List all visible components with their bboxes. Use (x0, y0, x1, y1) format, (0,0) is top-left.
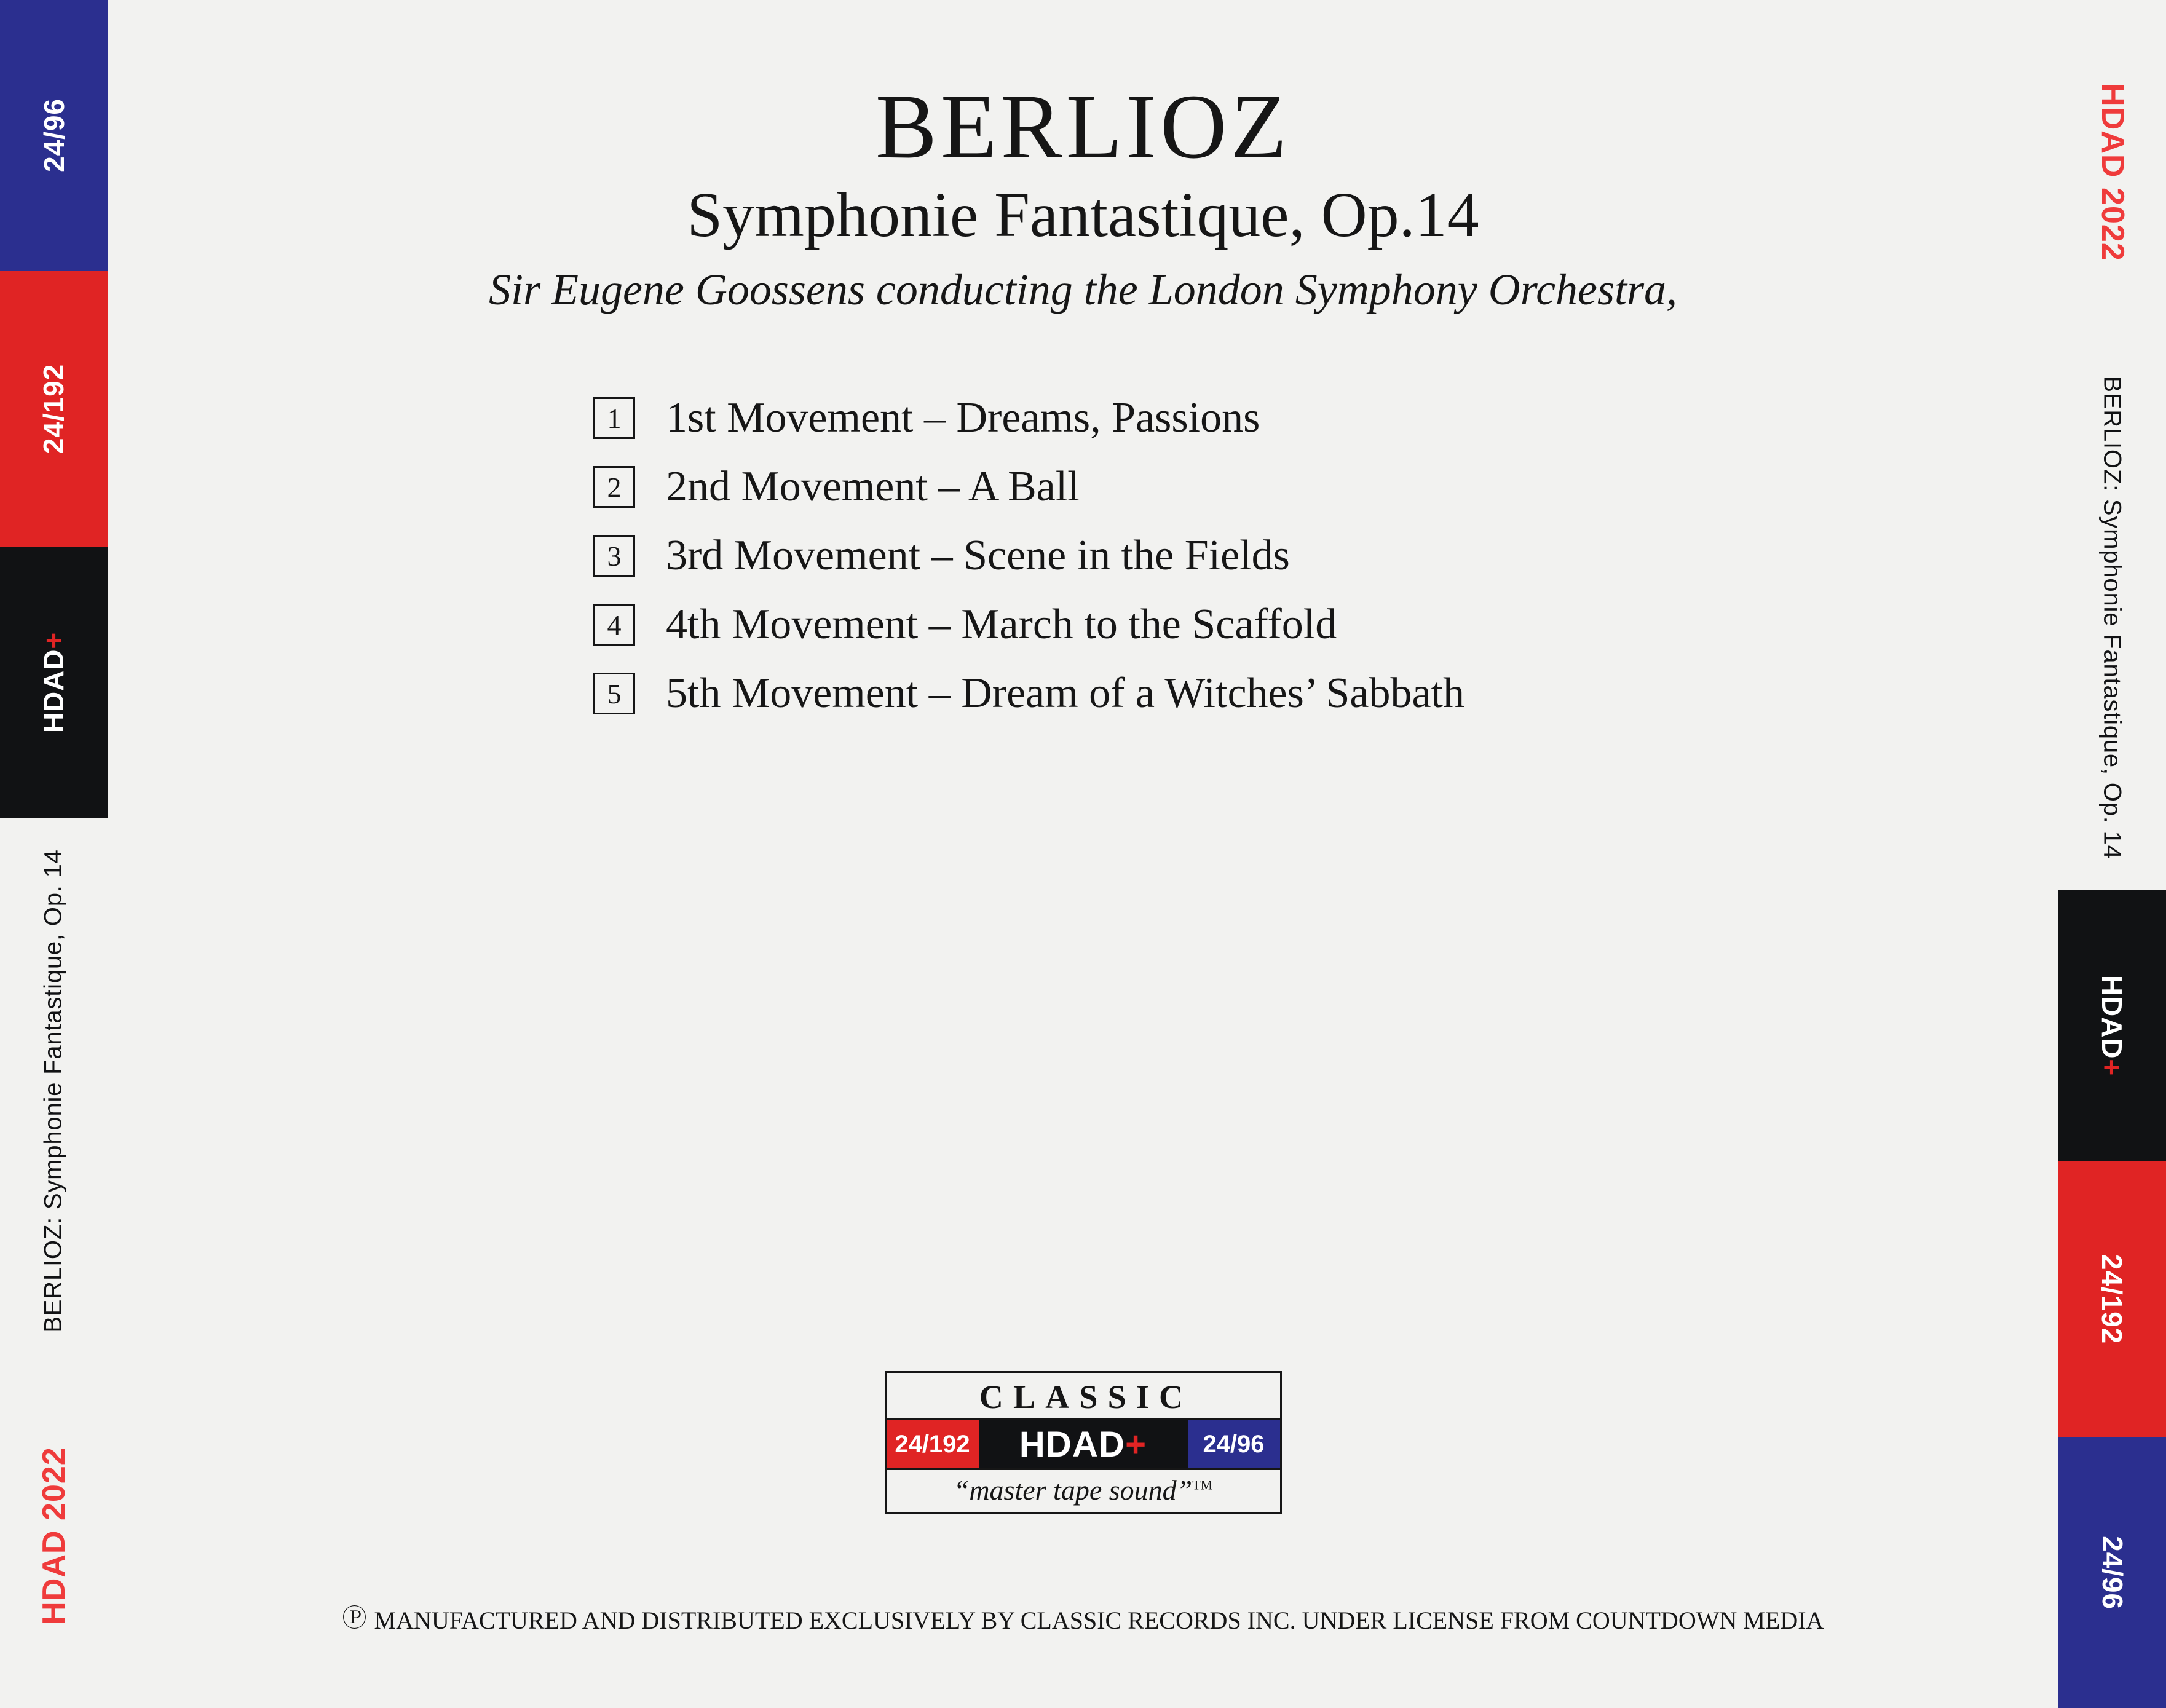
legal-text: MANUFACTURED AND DISTRIBUTED EXCLUSIVELY BY CLASSIC RECORDS INC. UNDER LICENSE FROM COUNTDOWN MEDIA (374, 1607, 1824, 1634)
track-row (593, 531, 1464, 580)
spine-left-format-label: HDAD+ (38, 631, 70, 733)
classic-hdad-logo (885, 1371, 1282, 1514)
track-number: 2 (593, 466, 635, 508)
logo-tagline: “master tape sound”™ (953, 1474, 1213, 1506)
logo-rate-left: 24/192 (887, 1420, 979, 1468)
track-number: 5 (593, 673, 635, 714)
legal-footer (108, 1599, 2058, 1636)
spine-right (2058, 0, 2166, 1708)
work-title: Symphonie Fantastique, Op.14 (687, 180, 1479, 250)
spine-right-rate-low-label: 24/96 (2096, 1536, 2128, 1610)
track-row (593, 600, 1464, 649)
spine-right-title (2058, 344, 2166, 890)
cover-content (108, 0, 2058, 1708)
track-number: 1 (593, 397, 635, 439)
logo-brand: CLASSIC (979, 1378, 1193, 1415)
spine-left-title (0, 818, 108, 1364)
spine-right-rate-high (2058, 1161, 2166, 1437)
track-title: 4th Movement – March to the Scaffold (666, 601, 1337, 648)
spine-left-rate-low (0, 0, 108, 271)
spine-right-format-label: HDAD+ (2096, 975, 2128, 1077)
spine-left-format (0, 547, 108, 818)
spine-right-rate-high-label: 24/192 (2096, 1254, 2128, 1345)
logo-format-bar (887, 1418, 1280, 1470)
spine-left-rate-low-label: 24/96 (38, 98, 70, 172)
spine-left-catalog (0, 1364, 108, 1708)
track-title: 1st Movement – Dreams, Passions (666, 394, 1260, 441)
spine-right-catalog-label: HDAD 2022 (2094, 83, 2130, 261)
spine-right-rate-low (2058, 1437, 2166, 1708)
spine-right-catalog (2058, 0, 2166, 344)
track-row (593, 462, 1464, 512)
spine-left-title-label: BERLIOZ: Symphonie Fantastique, Op. 14 (40, 848, 67, 1333)
spine-right-title-label: BERLIOZ: Symphonie Fantastique, Op. 14 (2099, 375, 2126, 860)
spine-left (0, 0, 108, 1708)
performer-credit: Sir Eugene Goossens conducting the London Symphony Orchestra, (488, 265, 1678, 314)
track-title: 2nd Movement – A Ball (666, 463, 1080, 510)
track-title: 5th Movement – Dream of a Witches’ Sabbath (666, 670, 1464, 717)
spine-left-rate-high-label: 24/192 (38, 363, 70, 454)
logo-rate-right: 24/96 (1188, 1420, 1280, 1468)
track-number: 3 (593, 535, 635, 577)
track-row (593, 669, 1464, 718)
track-list (593, 393, 1464, 738)
spine-right-format (2058, 890, 2166, 1161)
logo-format: HDAD + (979, 1420, 1188, 1468)
track-title: 3rd Movement – Scene in the Fields (666, 532, 1290, 579)
spine-left-rate-high (0, 271, 108, 547)
track-number: 4 (593, 604, 635, 646)
composer-name: BERLIOZ (875, 76, 1291, 178)
track-row (593, 393, 1464, 443)
spine-left-catalog-label: HDAD 2022 (36, 1447, 72, 1625)
phonogram-icon: Ⓟ (342, 1604, 367, 1632)
